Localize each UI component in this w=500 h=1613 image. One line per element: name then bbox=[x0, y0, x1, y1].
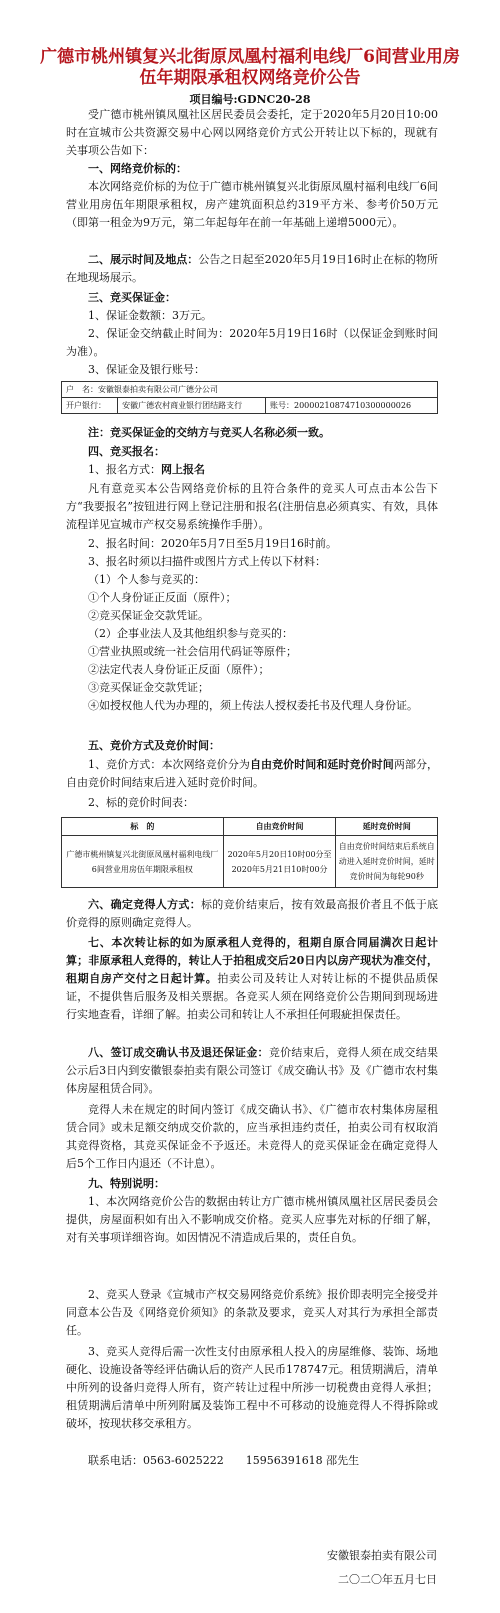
signing-date: 二〇二〇年五月七日 bbox=[338, 1573, 437, 1586]
registration-time: 2、报名时间：2020年5月7日至5月19日16时前。 bbox=[88, 537, 337, 550]
registration-body: 凡有意竞买本公告网络竞价标的且符合条件的竞买人可点击本公告下方“我要报名”按钮进行网上登记注册和报名(注册信息必须真实、有效，具体流程详见宣城市产权交易系统操作手册）。 bbox=[66, 482, 438, 531]
org-item-1: ①营业执照或统一社会信用代码证等原件； bbox=[88, 645, 297, 658]
section-7-body: 拍卖公司及转让人对转让标的不提供品质保证，不提供售后服务及相关票据。各竞买人须在网络竞价公告期间到现场进行实地查看，详细了解。拍卖公司和转让人不承担任何瑕疵担保责任。 bbox=[66, 972, 439, 1021]
section-9-title: 九、特别说明： bbox=[88, 1177, 165, 1190]
section-5-title: 五、竞价方式及竞价时间： bbox=[88, 739, 220, 752]
signer-company: 安徽银泰拍卖有限公司 bbox=[327, 1549, 437, 1562]
section-2-title: 二、展示时间及地点： bbox=[88, 253, 199, 266]
registration-method-label: 1、报名方式： bbox=[88, 463, 161, 476]
registration-method-value: 网上报名 bbox=[161, 463, 205, 476]
bidding-method-rest: 两部分，自由竞价时间结束后进入延时竞价时间。 bbox=[66, 758, 439, 789]
section-6-body: 标的竞价结束后，按有效最高报价者且不低于底价竞得的原则确定竞得人。 bbox=[66, 898, 438, 929]
org-item-3: ③竞买保证金交款凭证； bbox=[88, 681, 209, 694]
section-3-title: 三、竞买保证金： bbox=[88, 291, 176, 304]
bidding-schedule-table bbox=[61, 817, 438, 888]
section-4-title: 四、竞买报名： bbox=[88, 445, 165, 458]
section-1-body: 本次网络竞价标的为位于广德市桃州镇复兴北街原凤凰村福利电线厂6间营业用房伍年期限承租权，房产建筑面积总约319平方米、参考价50万元（即第一租金为9万元，第二年起每年在前一年基础上递增5000元）。 bbox=[66, 180, 438, 229]
deposit-note: 注：竞买保证金的交纳方与竞买人名称必须一致。 bbox=[88, 426, 330, 439]
intro-paragraph: 受广德市桃州镇凤凰社区居民委员会委托，定于2020年5月20日10:00时在宣城市公共资源交易中心网以网络竞价方式公开转让以下标的，现就有关事项公告如下： bbox=[66, 108, 438, 157]
individual-item-2: ②竞买保证金交款凭证。 bbox=[88, 609, 209, 622]
account-name-value: 安徽银泰拍卖有限公司广德分公司 bbox=[98, 385, 218, 394]
section-6-title: 六、确定竞得人方式： bbox=[88, 898, 201, 911]
deposit-amount: 1、保证金数额：3万元。 bbox=[88, 309, 212, 322]
schedule-free-time: 2020年5月20日10时00分至2020年5月21日10时00分 bbox=[223, 836, 336, 888]
section-8-body-2: 竞得人未在规定的时间内签订《成交确认书》、《广德市农村集体房屋租赁合同》或未足额交纳成交价款的，应当承担违约责任，拍卖公司有权取消其竞得资格，其竞买保证金不予返还。未竞得人的竞买保证金在确定竞得人后5个工作日内退还（不计息）。 bbox=[66, 1103, 438, 1170]
section-1-title: 一、网络竞价标的： bbox=[88, 162, 187, 175]
section-7-title: 七、本次转让标的如为原承租人竞得的，租期自原合同届满次日起计算；非原承租人竞得的，转让人于拍租成交后20日内以房产现状为准交付，租期自房产交付之日起计算。 bbox=[66, 936, 438, 985]
individual-heading: （1）个人参与竞买的： bbox=[88, 573, 205, 586]
bidding-method bbox=[66, 756, 438, 792]
section-8-title: 八、签订成交确认书及退还保证金： bbox=[88, 1046, 269, 1059]
individual-item-1: ①个人身份证正反面（原件）； bbox=[88, 591, 237, 604]
section-2 bbox=[66, 251, 438, 287]
page-title: 广德市桃州镇复兴北街原凤凰村福利电线厂6间营业用房伍年期限承租权网络竞价公告 bbox=[40, 47, 460, 88]
section-8-body: 竞价结束后，竞得人须在成交结果公示后3日内到安徽银泰拍卖有限公司签订《成交确认书》及《广德市农村集体房屋租赁合同》。 bbox=[66, 1046, 439, 1095]
account-number-cell bbox=[265, 398, 437, 414]
bank-account-table bbox=[61, 381, 438, 414]
account-number-value: 20000210874710300000026 bbox=[293, 401, 412, 410]
section-8 bbox=[66, 1044, 438, 1098]
account-name-row bbox=[62, 382, 438, 398]
org-item-2: ②法定代表人身份证正反面（原件）； bbox=[88, 663, 270, 676]
schedule-extended-time: 自由竞价时间结束后系统自动进入延时竞价时间，延时竞价时间为每轮90秒 bbox=[336, 836, 438, 888]
schedule-header-subject: 标 的 bbox=[62, 818, 224, 836]
schedule-subject: 广德市桃州镇复兴北街原凤凰村福利电线厂6间营业用房伍年期限承租权 bbox=[62, 836, 224, 888]
deposit-deadline: 2、保证金交纳截止时间为：2020年5月19日16时（以保证金到账时间为准）。 bbox=[66, 327, 438, 358]
section-7 bbox=[66, 934, 438, 1024]
account-number-label: 账号： bbox=[269, 401, 294, 410]
bidding-method-label: 1、竞价方式：本次网络竞价分为 bbox=[88, 758, 250, 771]
table-row bbox=[62, 836, 438, 888]
deposit-account-heading: 3、保证金及银行账号： bbox=[88, 363, 205, 376]
bank-value: 安徽广德农村商业银行团结路支行 bbox=[118, 398, 266, 414]
upload-materials: 3、报名时须以扫描件或图片方式上传以下材料： bbox=[88, 555, 326, 568]
bank-label: 开户银行： bbox=[62, 398, 118, 414]
org-heading: （2）企事业法人及其他组织参与竞买的： bbox=[88, 627, 293, 640]
section-6 bbox=[66, 896, 438, 932]
schedule-header-free: 自由竞价时间 bbox=[223, 818, 336, 836]
org-item-4: ④如授权他人代为办理的，须上传法人授权委托书及代理人身份证。 bbox=[88, 699, 418, 712]
section-2-body: 公告之日起至2020年5月19日16时止在标的物所在地现场展示。 bbox=[66, 253, 439, 284]
schedule-header-extended: 延时竞价时间 bbox=[336, 818, 438, 836]
bidding-method-emphasis: 自由竞价时间和延时竞价时间 bbox=[249, 758, 394, 771]
special-note-2: 2、竞买人登录《宣城市产权交易网络竞价系统》报价即表明完全接受并同意本公告及《网络竞价须知》的条款及要求，竞买人对其行为承担全部责任。 bbox=[66, 1288, 438, 1337]
registration-method bbox=[66, 461, 438, 479]
project-code: 项目编号:GDNC20-28 bbox=[189, 93, 311, 106]
schedule-heading: 2、标的竞价时间表： bbox=[88, 796, 194, 809]
special-note-1: 1、本次网络竞价公告的数据由转让方广德市桃州镇凤凰社区居民委员会提供，房屋面积如有出入不影响成交价格。竞买人应事先对标的仔细了解，对有关事项详细咨询。如因情况不清造成后果的，责任自负。 bbox=[66, 1195, 438, 1244]
account-name-label: 户 名： bbox=[66, 385, 98, 394]
contact-info: 联系电话：0563-6025222 15956391618 邵先生 bbox=[88, 1454, 360, 1467]
special-note-3: 3、竞买人竞得后需一次性支付由原承租人投入的房屋维修、装饰、场地硬化、设施设备等经评估确认后的资产人民币178747元。租赁期满后，清单中所列的设备归竞得人所有，资产转让过程中所涉一切税费由竞得人承担；租赁期满后清单中所列附属及装饰工程中不可移动的设施竞得人不得拆除或破坏，按现状移交承租方。 bbox=[66, 1345, 438, 1430]
